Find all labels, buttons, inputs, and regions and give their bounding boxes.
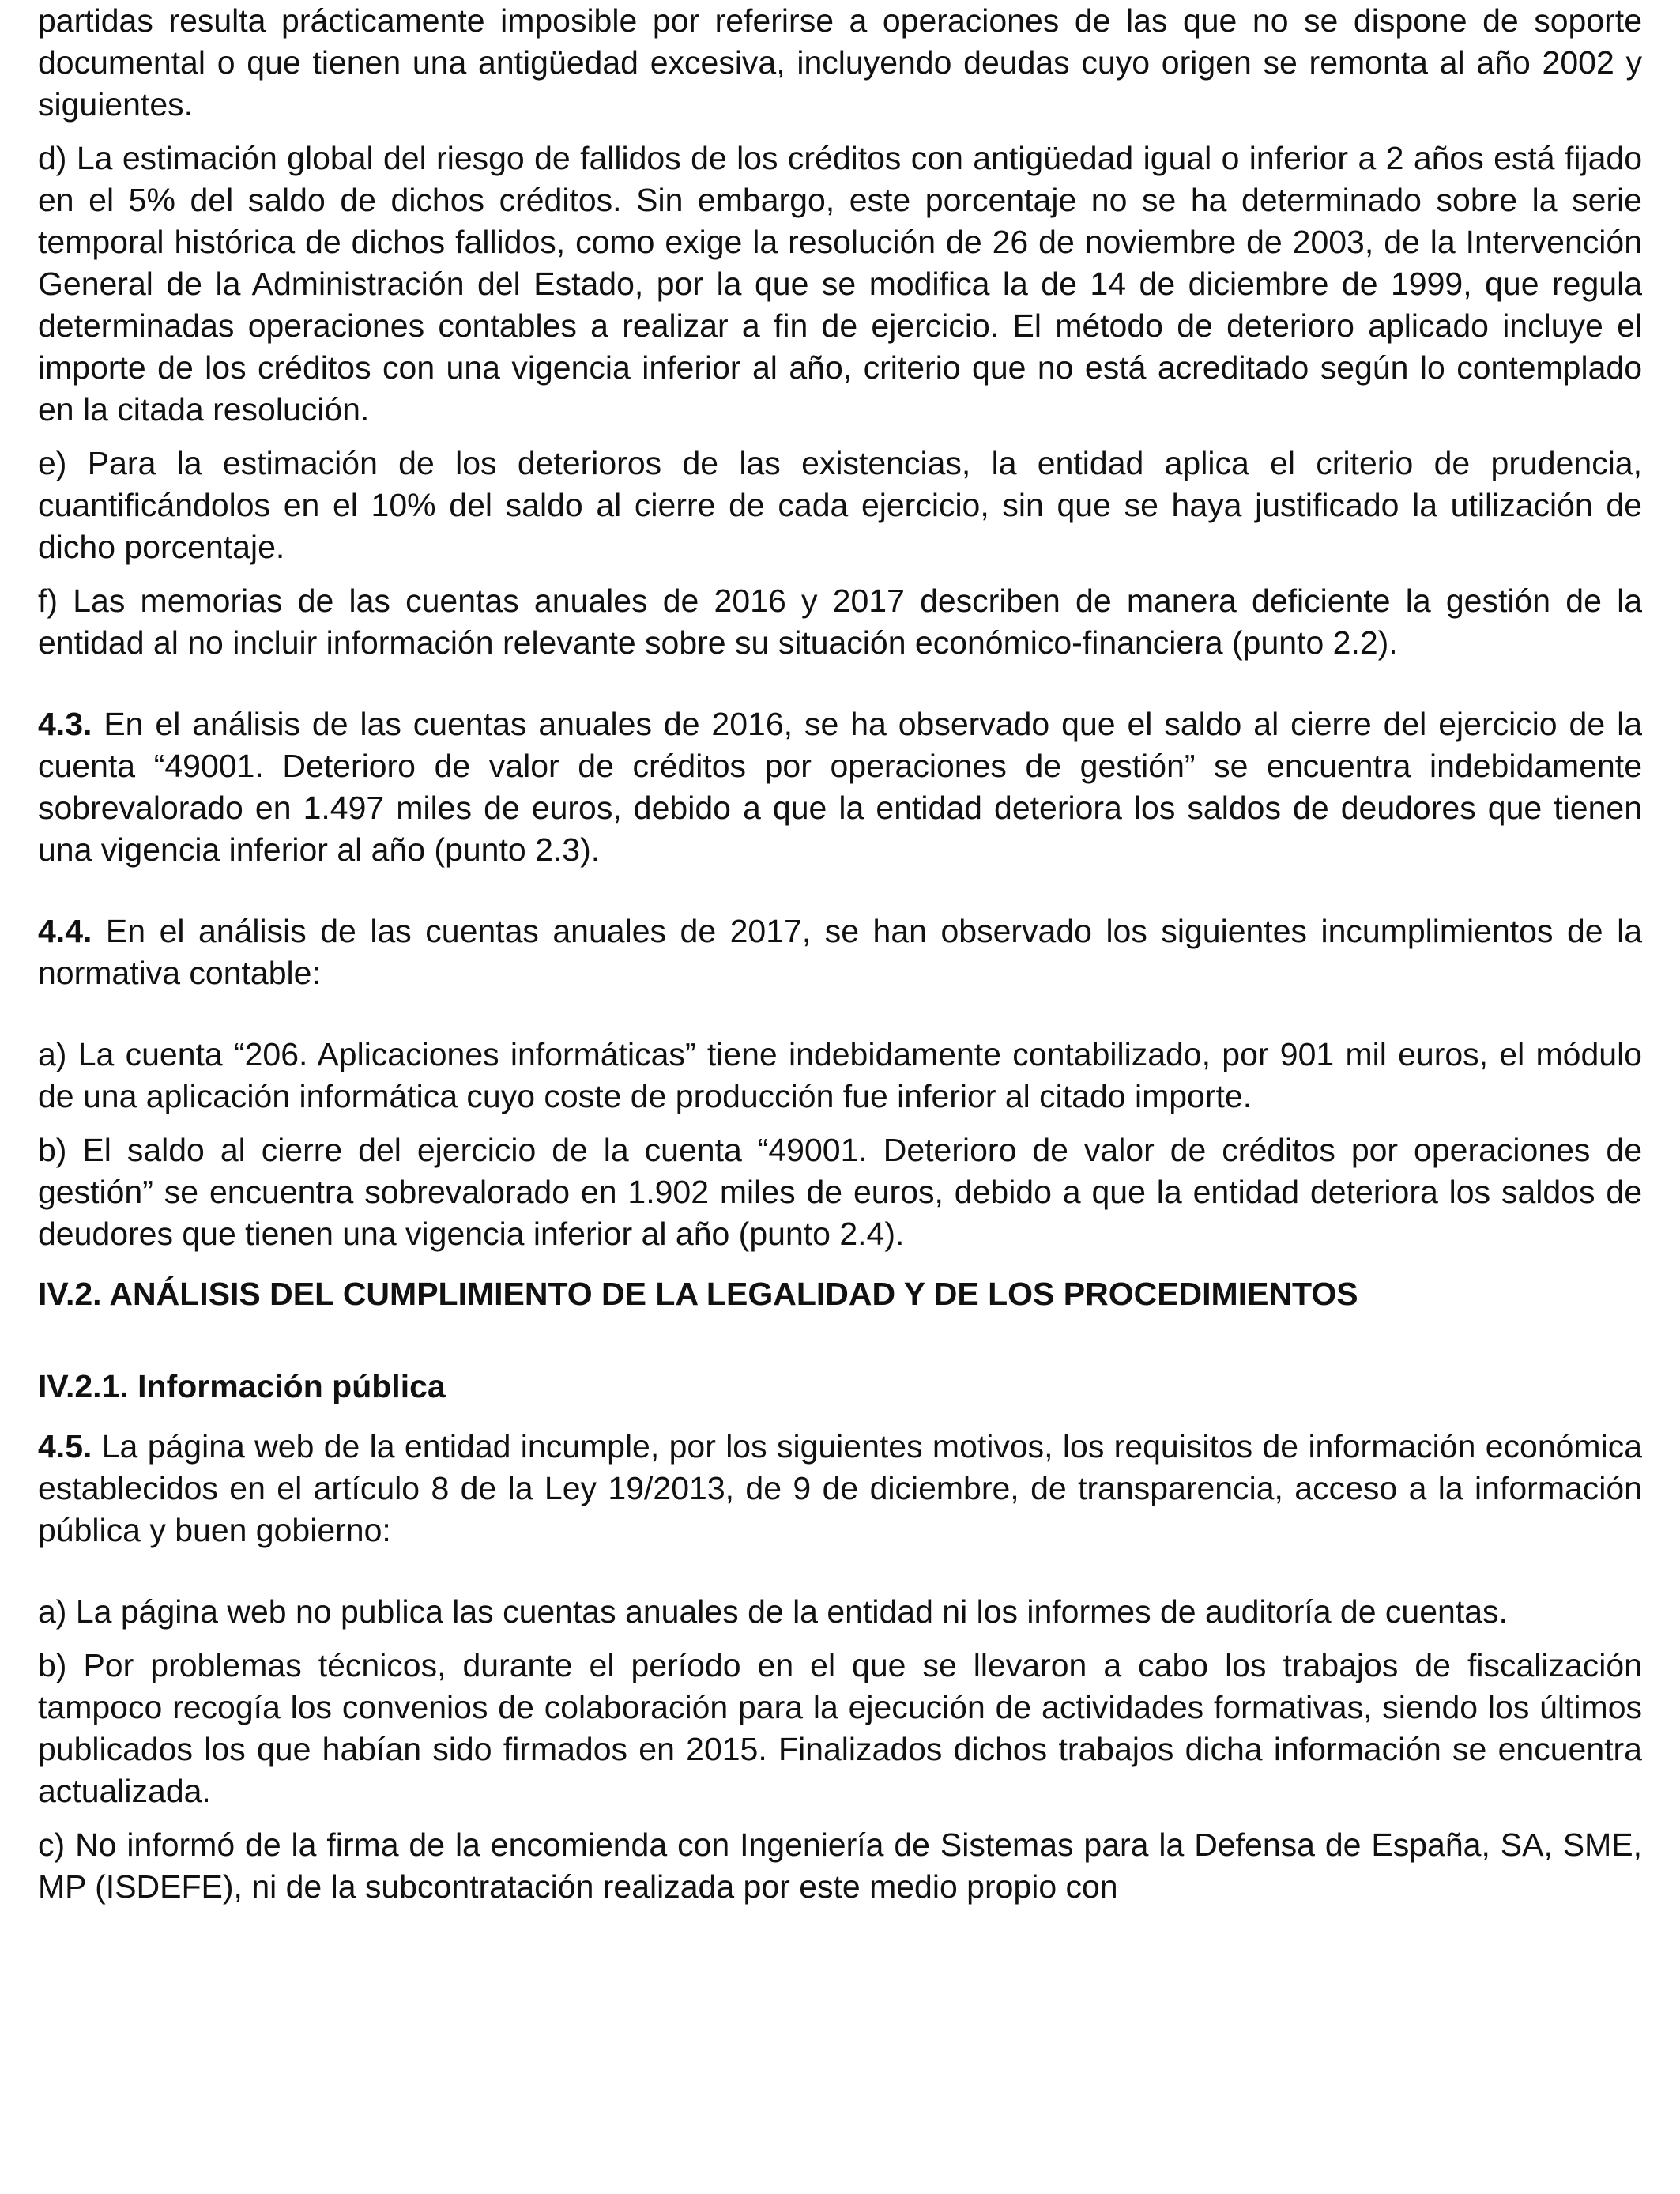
paragraph-number: 4.3. xyxy=(38,706,92,742)
paragraph-item-e: e) Para la estimación de los deterioros de las existencias, la entidad aplica el criterio de prudencia, cuantificándolos en el 10% del saldo al cierre de cada ejercicio, sin que se haya justificado la utilización de dicho porcentaje. xyxy=(38,445,1642,565)
paragraph-4-5-c: c) No informó de la firma de la encomienda con Ingeniería de Sistemas para la Defensa de España, SA, SME, MP (ISDEFE), ni de la subcontratación realizada por este medio propio con xyxy=(38,1826,1642,1905)
paragraph-4-4-b: b) El saldo al cierre del ejercicio de la cuenta “49001. Deterioro de valor de créditos por operaciones de gestión” se encuentra sobrevalorado en 1.902 miles de euros, debido a que la entidad deteriora los saldos de deudores que tienen una vigencia inferior al año (punto 2.4). xyxy=(38,1132,1642,1252)
paragraph-number: 4.4. xyxy=(38,913,92,949)
section-heading-iv-2: IV.2. ANÁLISIS DEL CUMPLIMIENTO DE LA LEGALIDAD Y DE LOS PROCEDIMIENTOS xyxy=(38,1276,1358,1312)
paragraph-4-5-b: b) Por problemas técnicos, durante el período en el que se llevaron a cabo los trabajos de fiscalización tampoco recogía los convenios de colaboración para la ejecución de actividades formativas, siendo los últimos publicados los que habían sido firmados en 2015. Finalizados dichos trabajos dicha información se encuentra actualizada. xyxy=(38,1647,1642,1809)
paragraph-text: En el análisis de las cuentas anuales de 2017, se han observado los siguientes incumplimientos de la normativa contable: xyxy=(38,913,1642,991)
paragraph-continuation: partidas resulta prácticamente imposible por referirse a operaciones de las que no se dispone de soporte documental o que tienen una antigüedad excesiva, incluyendo deudas cuyo origen se remonta al año 2002 y siguientes. xyxy=(38,2,1642,123)
paragraph-4-4-a: a) La cuenta “206. Aplicaciones informáticas” tiene indebidamente contabilizado, por 901 mil euros, el módulo de una aplicación informática cuyo coste de producción fue inferior al citado importe. xyxy=(38,1036,1642,1114)
paragraph-item-d: d) La estimación global del riesgo de fallidos de los créditos con antigüedad igual o inferior a 2 años está fijado en el 5% del saldo de dichos créditos. Sin embargo, este porcentaje no se ha determinado sobre la serie temporal histórica de dichos fallidos, como exige la resolución de 26 de noviembre de 2003, de la Intervención General de la Administración del Estado, por la que se modifica la de 14 de diciembre de 1999, que regula determinadas operaciones contables a realizar a fin de ejercicio. El método de deterioro aplicado incluye el importe de los créditos con una vigencia inferior al año, criterio que no está acreditado según lo contemplado en la citada resolución. xyxy=(38,140,1642,428)
subsection-heading-iv-2-1: IV.2.1. Información pública xyxy=(38,1368,446,1404)
paragraph-item-f: f) Las memorias de las cuentas anuales de 2016 y 2017 describen de manera deficiente la gestión de la entidad al no incluir información relevante sobre su situación económico-financiera (punto 2.2). xyxy=(38,582,1642,661)
paragraph-text: En el análisis de las cuentas anuales de 2016, se ha observado que el saldo al cierre del ejercicio de la cuenta “49001. Deterioro de valor de créditos por operaciones de gestión” se encuentra indebidamente sobrevalorado en 1.497 miles de euros, debido a que la entidad deteriora los saldos de deudores que tienen una vigencia inferior al año (punto 2.3). xyxy=(38,706,1642,868)
paragraph-number: 4.5. xyxy=(38,1428,92,1465)
document-page xyxy=(38,0,1642,2194)
paragraph-text: La página web de la entidad incumple, por los siguientes motivos, los requisitos de información económica establecidos en el artículo 8 de la Ley 19/2013, de 9 de diciembre, de transparencia, acceso a la información pública y buen gobierno: xyxy=(38,1428,1642,1548)
paragraph-4-4 xyxy=(38,910,1642,994)
paragraph-4-5 xyxy=(38,1426,1642,1551)
paragraph-4-3 xyxy=(38,703,1642,871)
paragraph-4-5-a: a) La página web no publica las cuentas anuales de la entidad ni los informes de auditoría de cuentas. xyxy=(38,1593,1508,1630)
